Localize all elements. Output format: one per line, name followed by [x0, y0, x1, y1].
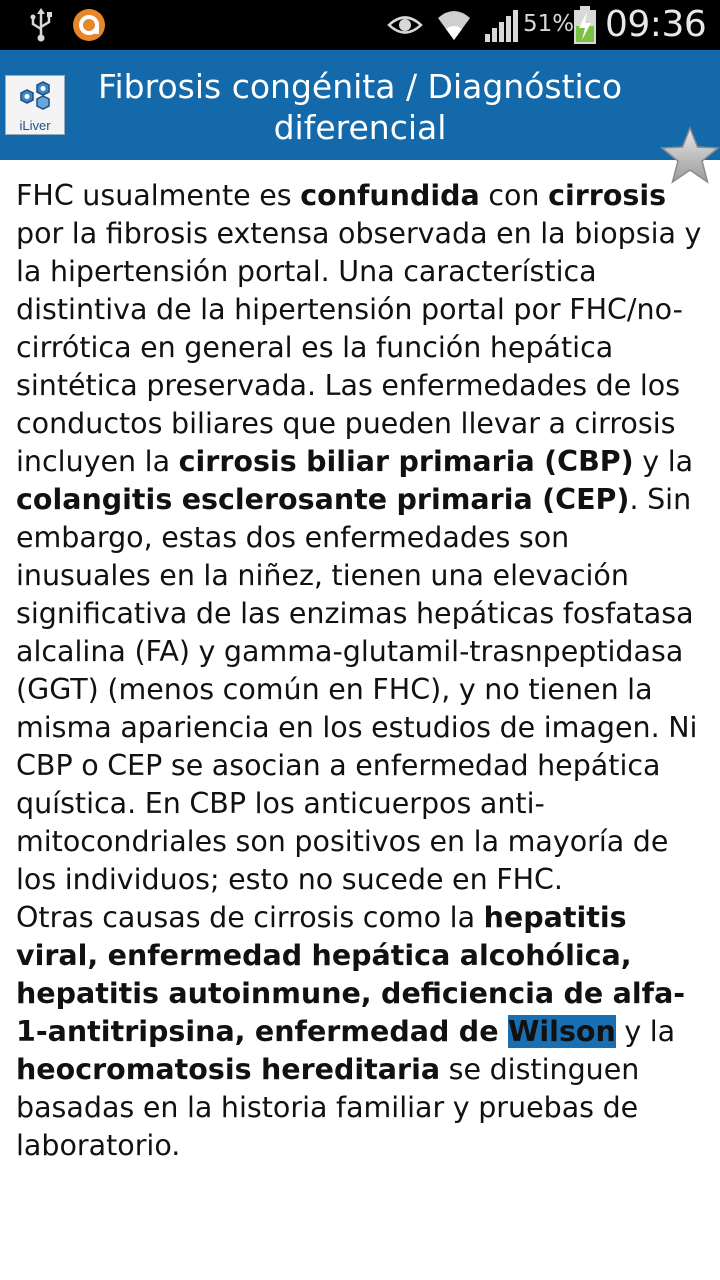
page-title-line2: diferencial	[273, 108, 447, 147]
signal-icon	[483, 10, 519, 42]
bold-term: hepatitis viral, enfermedad hepática alcohólica, hepatitis autoinmune, deficiencia de alfa-1-antitripsina, enfermedad de	[16, 901, 686, 1048]
page-title-line1: Fibrosis congénita / Diagnóstico	[97, 67, 623, 106]
text-run: por la fibrosis extensa observada en la biopsia y la hipertensión portal. Una característica distintiva de la hipertensión portal por FHC/no-cirrótica en general es la función hepática sintética preservada. Las enfermedades de los conductos biliares que pueden llevar a cirrosis incluyen la	[16, 217, 702, 478]
usb-icon	[28, 8, 54, 42]
app-logo[interactable]	[5, 75, 65, 135]
star-icon[interactable]	[660, 126, 720, 184]
text-run: se distinguen basadas en la historia familiar y pruebas de laboratorio.	[16, 1053, 640, 1162]
bold-term: heocromatosis hereditaria	[16, 1053, 441, 1086]
article-paragraph-2	[16, 899, 704, 1165]
wifi-icon	[436, 6, 472, 42]
bold-term: cirrosis biliar primaria (CBP)	[178, 445, 634, 478]
clock: 09:36	[605, 4, 707, 45]
text-run: Otras causas de cirrosis como la	[16, 901, 484, 934]
text-run: y la	[633, 445, 694, 478]
battery-percentage: 51%	[523, 11, 575, 37]
action-bar	[0, 50, 720, 160]
article-content	[0, 160, 720, 1165]
logo-text: iLiver	[19, 118, 51, 133]
battery-charging-icon	[572, 6, 598, 44]
hexagon-logo-icon	[13, 81, 59, 113]
bold-term: confundida	[300, 179, 480, 212]
bold-term: cirrosis	[548, 179, 667, 212]
text-run: y la	[615, 1015, 676, 1048]
text-run: . Sin embargo, estas dos enfermedades son inusuales en la niñez, tienen una elevación significativa de las enzimas hepáticas fosfatasa alcalina (FA) y gamma-glutamil-trasnpeptidasa (GGT) (menos común en FHC), y no tienen la misma apariencia en los estudios de imagen. Ni CBP o CEP se asocian a enfermedad hepática quística. En CBP los anticuerpos anti-mitocondriales son positivos en la mayoría de los individuos; esto no sucede en FHC.	[16, 483, 698, 896]
app-notification-icon	[72, 8, 106, 42]
eye-icon	[387, 12, 423, 38]
text-run: con	[479, 179, 549, 212]
status-bar	[0, 0, 720, 50]
article-paragraph-1	[16, 177, 704, 899]
bold-term: colangitis esclerosante primaria (CEP)	[16, 483, 630, 516]
page-title	[80, 66, 640, 148]
text-run: FHC usualmente es	[16, 179, 301, 212]
selected-text[interactable]: Wilson	[507, 1015, 616, 1048]
